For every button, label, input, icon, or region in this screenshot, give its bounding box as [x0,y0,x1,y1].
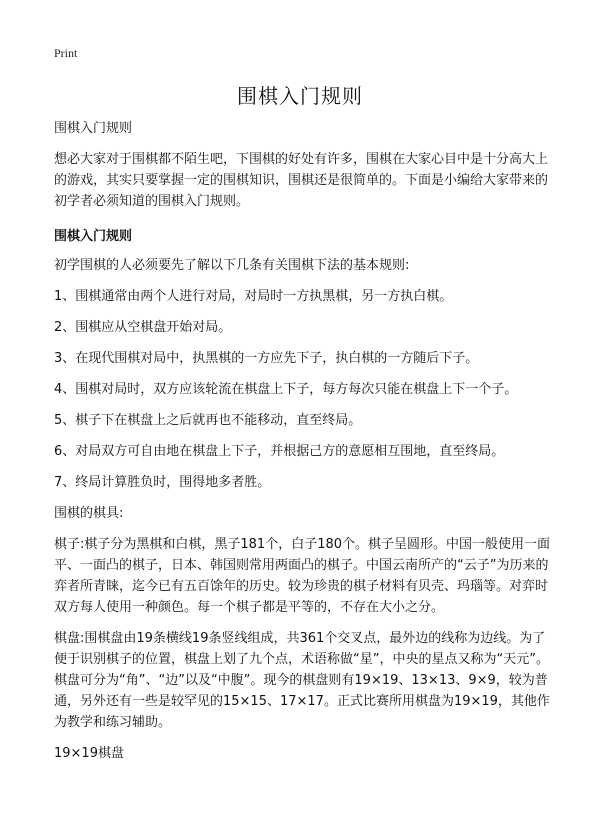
rule-item-7: 7、终局计算胜负时，围得地多者胜。 [54,475,271,490]
rule-item-3: 3、在现代围棋对局中，执黑棋的一方应先下子，执白棋的一方随后下子。 [54,351,479,366]
rule-item-2: 2、围棋应从空棋盘开始对局。 [54,320,232,335]
page-title: 围棋入门规则 [237,84,363,108]
board-size-label: 19×19棋盘 [54,746,124,761]
article-body [54,118,554,764]
intro-paragraph: 想必大家对于围棋都不陌生吧，下围棋的好处有许多，围棋在大家心目中是十分高大上的游戏，其实只要掌握一定的围棋知识，围棋还是很简单的。下面是小编给大家带来的初学者必须知道的围棋入门规则。 [54,152,549,209]
rules-lead: 初学围棋的人必须要先了解以下几条有关围棋下法的基本规则: [54,258,410,273]
rule-item-1: 1、围棋通常由两个人进行对局，对局时一方执黑棋，另一方执白棋。 [54,289,453,304]
rule-item-6: 6、对局双方可自由地在棋盘上下子，并根据己方的意愿相互围地，直至终局。 [54,444,505,459]
rule-item-5: 5、棋子下在棋盘上之后就再也不能移动，直至终局。 [54,413,362,428]
stones-paragraph: 棋子:棋子分为黑棋和白棋，黑子181个，白子180个。棋子呈圆形。中国一般使用一面平、一面凸的棋子，日本、韩国则常用两面凸的棋子。中国云南所产的“云子”为历来的弈者所青睐，迄今已有五百馀年的历史。较为珍贵的棋子材料有贝壳、玛瑙等。对弈时双方每人使用一种颜色。每一个棋子都是平等的，不存在大小之分。 [54,537,551,615]
board-paragraph: 棋盘:围棋盘由19条横线19条竖线组成，共361个交叉点，最外边的线称为边线。为了便于识别棋子的位置，棋盘上划了九个点，术语称做“星”，中央的星点又称为“天元”。棋盘可分为“角”、“边”以及“中腹”。现今的棋盘则有19×19、13×13、9×9，较为普通，另外还有一些是较罕见的15×15、17×17。正式比赛所用棋盘为19×19，其他作为教学和练习辅助。 [54,631,550,730]
equipment-heading: 围棋的棋具: [54,506,124,521]
rule-item-4: 4、围棋对局时，双方应该轮流在棋盘上下子，每方每次只能在棋盘上下一个子。 [54,382,518,397]
rules-list [54,286,554,493]
section-heading: 围棋入门规则 [54,229,133,244]
article-subtitle: 围棋入门规则 [54,121,133,136]
print-label: Print [54,46,78,60]
